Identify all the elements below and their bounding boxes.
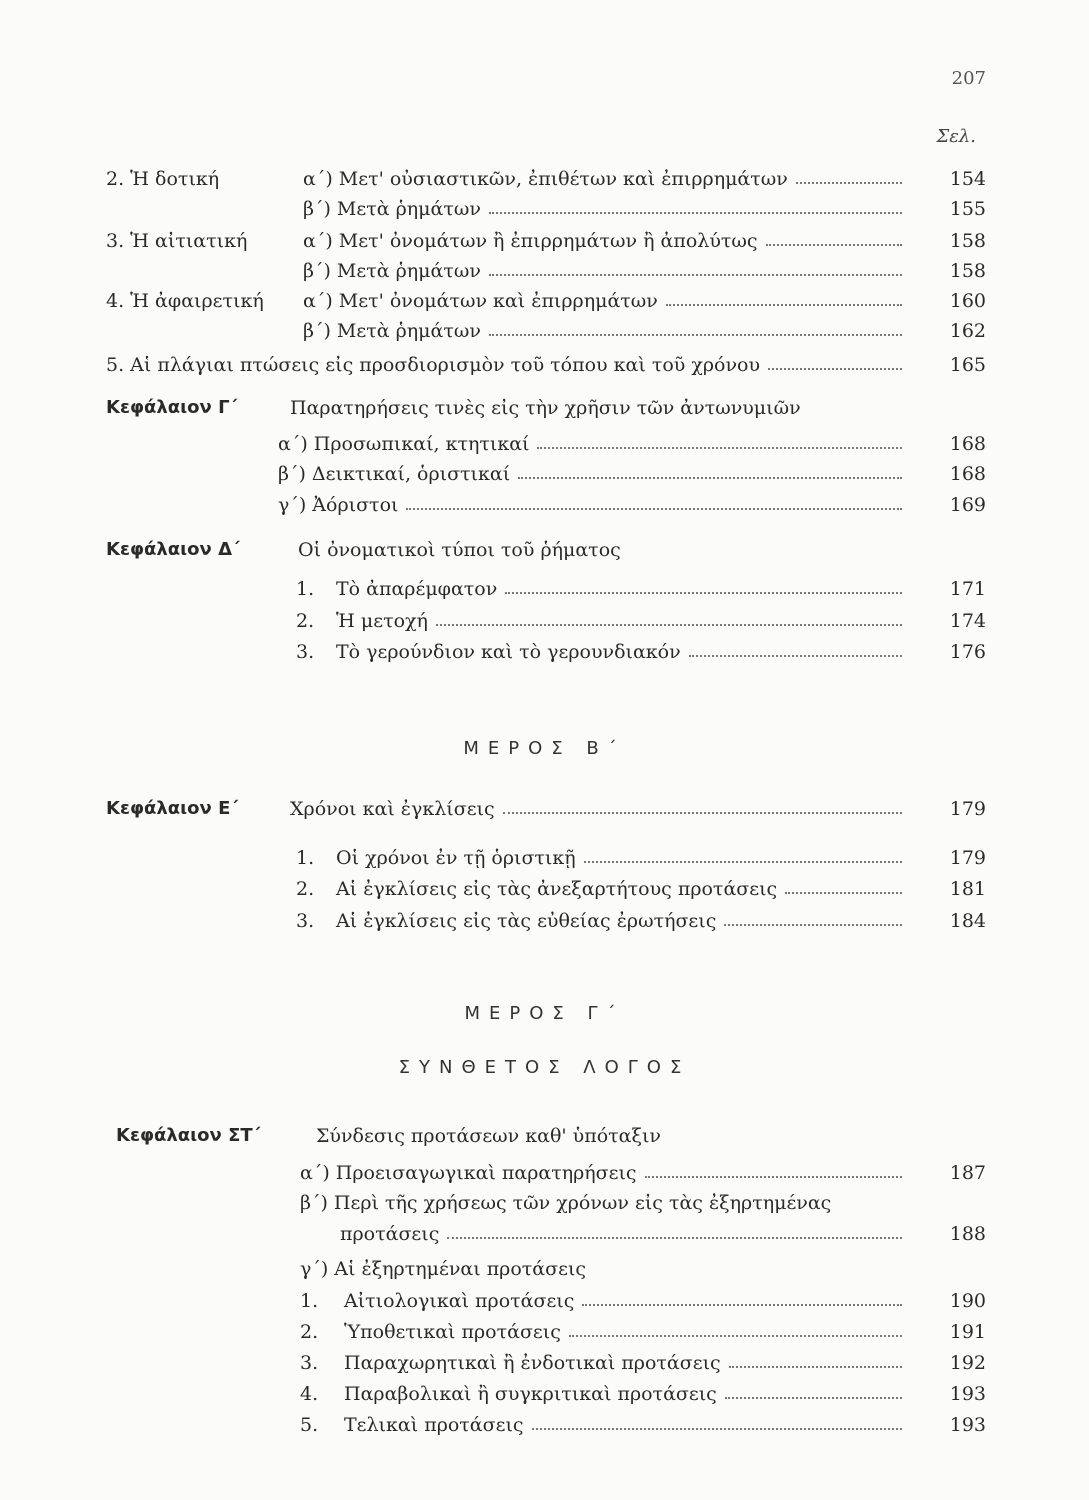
entry-title: Παραχωρητικαὶ ἢ ἐνδοτικαὶ προτάσεις	[344, 1352, 721, 1374]
entry-title: Ἡ μετοχή	[336, 610, 428, 632]
dot-leader	[666, 304, 902, 306]
entry-page-number: 168	[949, 433, 986, 455]
dot-leader	[689, 655, 902, 657]
entry-title: α΄) Μετ' οὐσιαστικῶν, ἐπιθέτων καὶ ἐπιρρημάτων	[303, 168, 788, 190]
entry-title: Τὸ ἀπαρέμφατον	[336, 578, 498, 600]
entry-label: 5. Αἱ πλάγιαι πτώσεις εἰς προσδιορισμὸν τοῦ τόπου καὶ τοῦ χρόνου	[106, 354, 761, 376]
toc-entry	[0, 1254, 1089, 1284]
dot-leader	[503, 812, 902, 814]
entry-title: Αἱ ἐγκλίσεις εἰς τὰς εὐθείας ἐρωτήσεις	[336, 910, 717, 932]
chapter-label: Κεφάλαιον Δ΄	[106, 539, 240, 560]
dot-leader	[505, 592, 902, 594]
entry-number: 4.	[300, 1383, 319, 1405]
toc-entry	[0, 393, 1089, 423]
chapter-label: Κεφάλαιον Γ΄	[106, 397, 238, 418]
entry-page-number: 168	[949, 463, 986, 485]
entry-page-number: 193	[949, 1414, 986, 1436]
entry-title: β΄) Μετὰ ῥημάτων	[303, 260, 481, 282]
toc-entry	[0, 1188, 1089, 1218]
toc-entry	[0, 794, 1089, 824]
entry-page-number: 193	[949, 1383, 986, 1405]
entry-title: β΄) Μετὰ ῥημάτων	[303, 198, 481, 220]
entry-title: Αἰτιολογικαὶ προτάσεις	[344, 1290, 575, 1312]
entry-page-number: 158	[949, 230, 986, 252]
entry-page-number: 190	[949, 1290, 986, 1312]
entry-title: Σύνδεσις προτάσεων καθ' ὑπόταξιν	[316, 1125, 661, 1147]
dot-leader	[584, 861, 902, 863]
entry-page-number: 162	[949, 320, 986, 342]
toc-entry	[0, 843, 1089, 873]
entry-number: 2.	[296, 610, 315, 632]
dot-leader	[768, 368, 902, 370]
part-c-subtitle: ΣΥΝΘΕΤΟΣ ΛΟΓΟΣ	[398, 1057, 691, 1078]
entry-title: Οἱ χρόνοι ἐν τῇ ὁριστικῇ	[336, 847, 576, 869]
entry-title: α΄) Προεισαγωγικαὶ παρατηρήσεις	[300, 1162, 637, 1184]
entry-title: α΄) Μετ' ὀνομάτων καὶ ἐπιρρημάτων	[303, 290, 658, 312]
entry-title: γ΄) Ἀόριστοι	[278, 494, 399, 516]
toc-entry	[0, 459, 1089, 489]
page-number: 207	[951, 68, 986, 89]
toc-entry	[0, 906, 1089, 936]
toc-entry	[0, 429, 1089, 459]
dot-leader	[724, 924, 902, 926]
toc-entry	[0, 1158, 1089, 1188]
entry-title: Οἱ ὀνοματικοὶ τύποι τοῦ ῥήματος	[298, 539, 621, 561]
part-b-heading: ΜΕΡΟΣ Β΄	[463, 738, 626, 759]
entry-page-number: 188	[949, 1223, 986, 1245]
entry-page-number: 171	[949, 578, 986, 600]
dot-leader	[532, 1428, 902, 1430]
entry-title: α΄) Προσωπικαί, κτητικαί	[278, 433, 530, 455]
toc-entry	[0, 535, 1089, 565]
entry-page-number: 165	[949, 354, 986, 376]
toc-entry	[0, 637, 1089, 667]
entry-page-number: 154	[949, 168, 986, 190]
dot-leader	[447, 1237, 902, 1239]
dot-leader	[766, 244, 902, 246]
dot-leader	[436, 624, 902, 626]
entry-label: 2. Ἡ δοτική	[106, 168, 220, 190]
entry-page-number: 169	[949, 494, 986, 516]
entry-page-number: 179	[949, 847, 986, 869]
dot-leader	[582, 1304, 902, 1306]
toc-entry	[0, 606, 1089, 636]
entry-number: 5.	[300, 1414, 319, 1436]
toc-entry	[0, 194, 1089, 224]
entry-title: α΄) Μετ' ὀνομάτων ἢ ἐπιρρημάτων ἢ ἀπολύτως	[303, 230, 758, 252]
dot-leader	[569, 1335, 902, 1337]
toc-entry	[0, 286, 1089, 316]
entry-page-number: 179	[949, 798, 986, 820]
entry-number: 3.	[300, 1352, 319, 1374]
entry-page-number: 155	[949, 198, 986, 220]
entry-label: 3. Ἡ αἰτιατική	[106, 230, 248, 252]
dot-leader	[489, 274, 902, 276]
dot-leader	[537, 447, 902, 449]
toc-entry	[0, 574, 1089, 604]
entry-title: β΄) Περὶ τῆς χρήσεως τῶν χρόνων εἰς τὰς ἐξηρτημένας	[300, 1192, 832, 1214]
dot-leader	[785, 892, 902, 894]
toc-entry	[0, 490, 1089, 520]
entry-page-number: 192	[949, 1352, 986, 1374]
dot-leader	[489, 334, 902, 336]
entry-number: 3.	[296, 641, 315, 663]
dot-leader	[796, 182, 902, 184]
toc-entry	[0, 1286, 1089, 1316]
toc-entry	[0, 1410, 1089, 1440]
dot-leader	[645, 1176, 902, 1178]
page-column-header: Σελ.	[936, 126, 976, 147]
part-c-heading: ΜΕΡΟΣ Γ΄	[464, 1003, 625, 1024]
entry-title: γ΄) Αἱ ἐξηρτημέναι προτάσεις	[300, 1258, 587, 1280]
entry-number: 2.	[300, 1321, 319, 1343]
entry-number: 1.	[296, 847, 315, 869]
entry-number: 1.	[300, 1290, 319, 1312]
toc-entry	[0, 1379, 1089, 1409]
chapter-label: Κεφάλαιον ΣΤ΄	[116, 1125, 261, 1146]
entry-title: Παρατηρήσεις τινὲς εἰς τὴν χρῆσιν τῶν ἀντωνυμιῶν	[290, 397, 801, 419]
toc-entry	[0, 226, 1089, 256]
toc-entry	[0, 1219, 1089, 1249]
entry-page-number: 187	[949, 1162, 986, 1184]
toc-entry	[0, 1121, 1089, 1151]
entry-number: 1.	[296, 578, 315, 600]
entry-page-number: 158	[949, 260, 986, 282]
entry-page-number: 176	[949, 641, 986, 663]
toc-entry	[0, 256, 1089, 286]
entry-title: Αἱ ἐγκλίσεις εἰς τὰς ἀνεξαρτήτους προτάσεις	[336, 878, 778, 900]
toc-entry	[0, 164, 1089, 194]
entry-number: 2.	[296, 878, 315, 900]
entry-title: Παραβολικαὶ ἢ συγκριτικαὶ προτάσεις	[344, 1383, 717, 1405]
dot-leader	[406, 508, 902, 510]
entry-page-number: 184	[949, 910, 986, 932]
dot-leader	[729, 1366, 902, 1368]
chapter-label: Κεφάλαιον Ε΄	[106, 798, 239, 819]
toc-entry	[0, 874, 1089, 904]
toc-entry	[0, 350, 1089, 380]
toc-entry	[0, 1348, 1089, 1378]
toc-entry	[0, 316, 1089, 346]
entry-title: Τὸ γερούνδιον καὶ τὸ γερουνδιακόν	[336, 641, 681, 663]
entry-page-number: 160	[949, 290, 986, 312]
entry-page-number: 181	[949, 878, 986, 900]
dot-leader	[489, 212, 902, 214]
entry-number: 3.	[296, 910, 315, 932]
entry-page-number: 174	[949, 610, 986, 632]
entry-title: προτάσεις	[340, 1223, 440, 1245]
entry-title: Ὑποθετικαὶ προτάσεις	[344, 1321, 561, 1343]
entry-title: β΄) Μετὰ ῥημάτων	[303, 320, 481, 342]
dot-leader	[518, 477, 902, 479]
entry-title: β΄) Δεικτικαί, ὁριστικαί	[278, 463, 511, 485]
entry-title: Τελικαὶ προτάσεις	[344, 1414, 524, 1436]
toc-entry	[0, 1317, 1089, 1347]
entry-title: Χρόνοι καὶ ἐγκλίσεις	[290, 798, 495, 820]
dot-leader	[725, 1397, 902, 1399]
entry-page-number: 191	[949, 1321, 986, 1343]
entry-label: 4. Ἡ ἀφαιρετική	[106, 290, 264, 312]
